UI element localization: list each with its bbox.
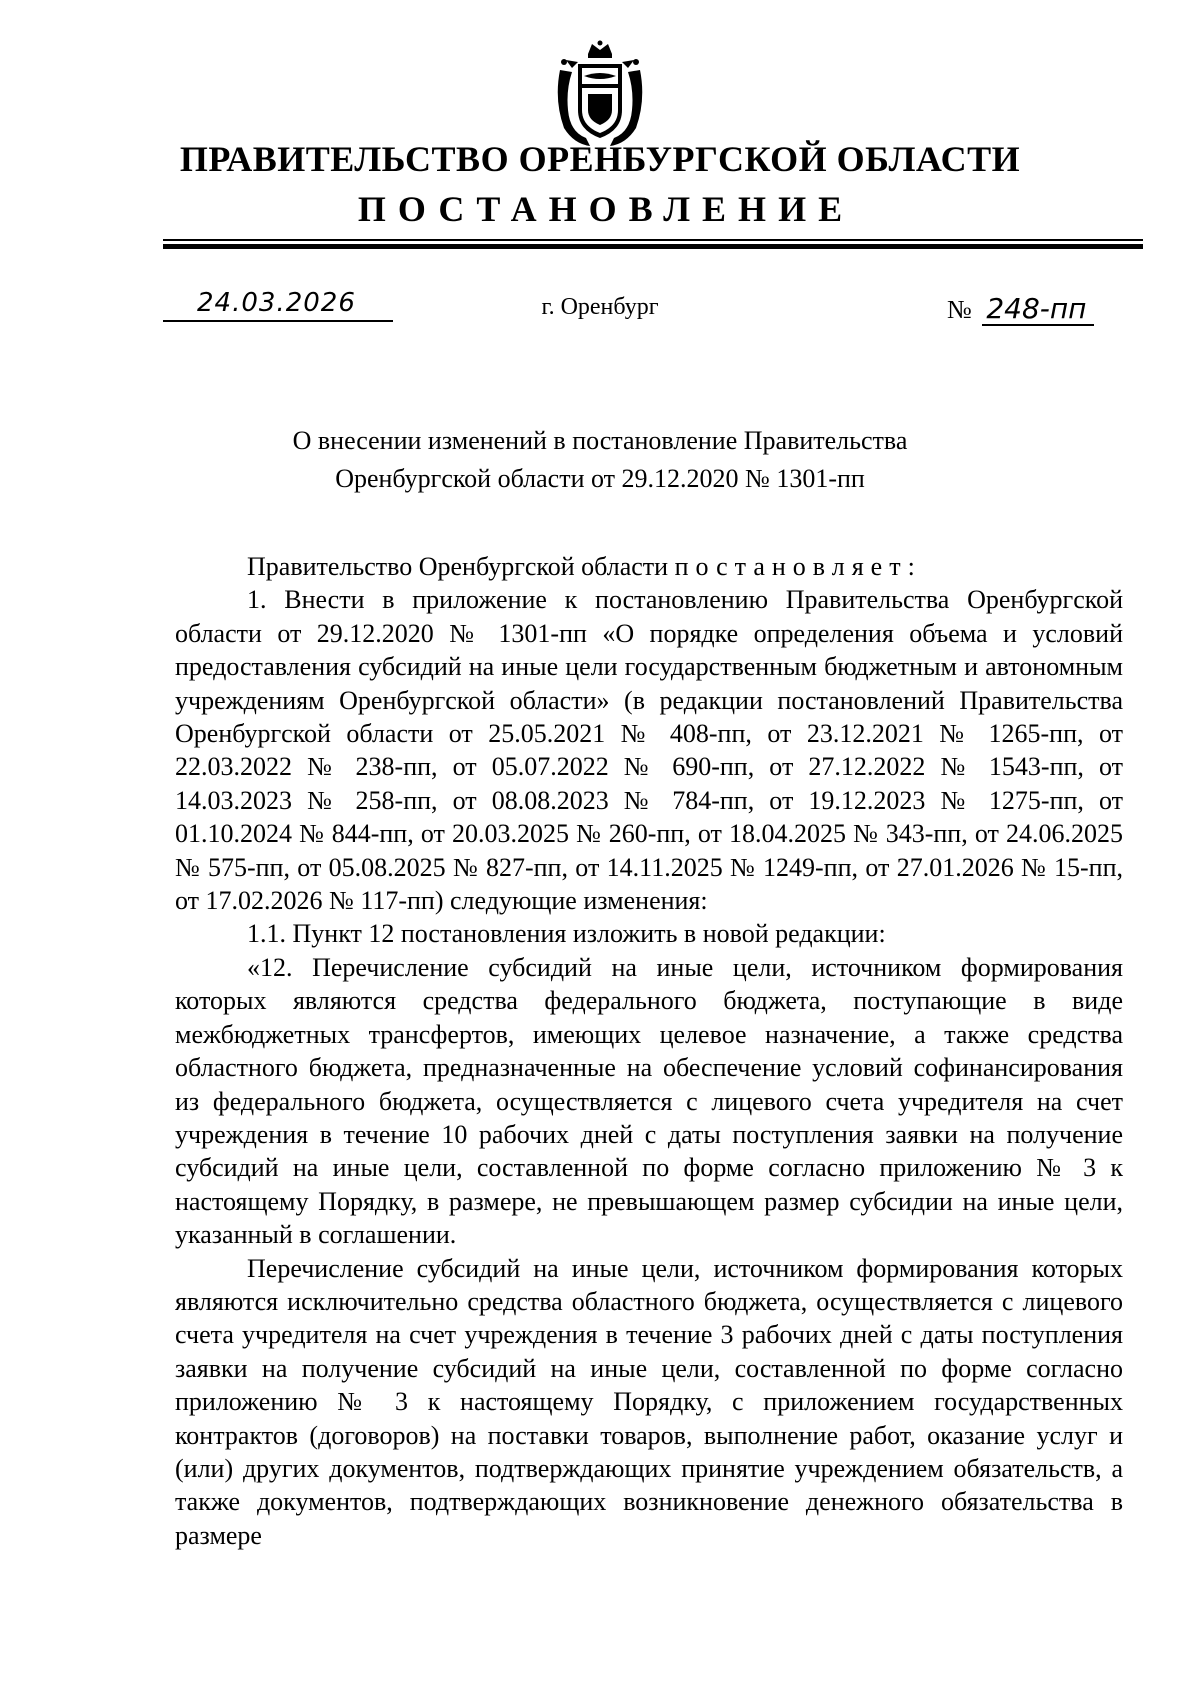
paragraph-1-1: 1.1. Пункт 12 постановления изложить в новой редакции: xyxy=(247,919,886,949)
preamble xyxy=(175,550,1123,583)
preamble-prefix: Правительство Оренбургской области xyxy=(247,552,675,581)
document-type: ПОСТАНОВЛЕНИЕ xyxy=(357,189,855,229)
subject-line-1: О внесении изменений в постановление Правительства xyxy=(292,426,908,455)
document-body xyxy=(175,550,1123,1552)
subject-line-2: Оренбургской области от 29.12.2020 № 1301-пп xyxy=(335,464,865,493)
header-divider-thin xyxy=(163,239,1143,241)
document-city: г. Оренбург xyxy=(541,294,659,320)
header-divider-thick xyxy=(163,244,1143,249)
document-subject xyxy=(0,422,1200,498)
paragraph-12: «12. Перечисление субсидий на иные цели, источником формирования которых являются средства федерального бюджета, поступающие в виде межбюджетных трансфертов, имеющих целевое назначение, а также средства областного бюджета, предназначенные на обеспечение условий софинансирования из федерального бюджета, осуществляется с лицевого счета учредителя на счет учреждения в течение 10 рабочих дней с даты поступления заявки на получение субсидий на иные цели, составленной по форме согласно приложению № 3 к настоящему Порядку, в размере, не превышающем размер субсидии на иные цели, указанный в соглашении. xyxy=(175,952,1123,1250)
coat-of-arms-icon xyxy=(550,40,650,150)
number-sign: № xyxy=(947,295,972,324)
preamble-verb: постановляет: xyxy=(674,552,922,581)
document-date: 24.03.2026 xyxy=(197,288,356,318)
paragraph-1: 1. Внести в приложение к постановлению Правительства Оренбургской области от 29.12.2020 № 1301-пп «О порядке определения объема и условий предоставления субсидий на иные цели государственным бюджетным и автономным учреждениям Оренбургской области» (в редакции постановлений Правительства Оренбургской области от 25.05.2021 № 408-пп, от 23.12.2021 № 1265-пп, от 22.03.2022 № 238-пп, от 05.07.2022 № 690-пп, от 27.12.2022 № 1543-пп, от 14.03.2023 № 258-пп, от 08.08.2023 № 784-пп, от 19.12.2023 № 1275-пп, от 01.10.2024 № 844-пп, от 20.03.2025 № 260-пп, от 18.04.2025 № 343-пп, от 24.06.2025 № 575-пп, от 05.08.2025 № 827-пп, от 14.11.2025 № 1249-пп, от 27.01.2026 № 15-пп, от 17.02.2026 № 117-пп) следующие изменения: xyxy=(175,585,1123,916)
document-number-field xyxy=(947,294,1094,326)
paragraph-12-continued: Перечисление субсидий на иные цели, источником формирования которых являются исключительно средства областного бюджета, осуществляется с лицевого счета учредителя на счет учреждения в течение 3 рабочих дней с даты поступления заявки на получение субсидий на иные цели, составленной по форме согласно приложению № 3 к настоящему Порядку, с приложением государственных контрактов (договоров) на поставки товаров, выполнение работ, оказание услуг и (или) других документов, подтверждающих принятие учреждением обязательств, а также документов, подтверждающих возникновение денежного обязательства в размере xyxy=(175,1253,1123,1550)
organization-title: ПРАВИТЕЛЬСТВО ОРЕНБУРГСКОЙ ОБЛАСТИ xyxy=(179,139,1021,179)
document-number: 248-пп xyxy=(982,294,1094,326)
